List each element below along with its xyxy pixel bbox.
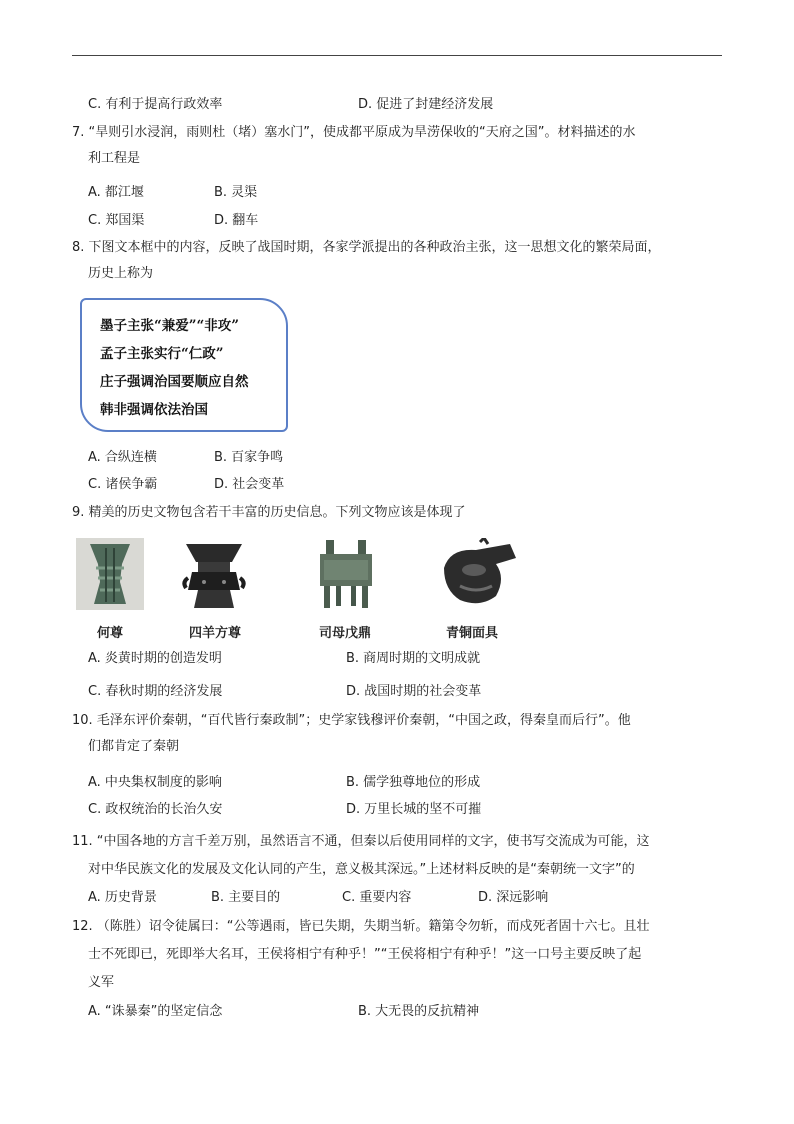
q7-option-d[interactable]: D. 翻车 bbox=[214, 213, 259, 228]
q10-option-b[interactable]: B. 儒学独尊地位的形成 bbox=[346, 775, 481, 790]
q11-stem-line2: 对中华民族文化的发展及文化认同的产生，意义极其深远。”上述材料反映的是“秦朝统一文字”的 bbox=[88, 862, 635, 877]
q10-stem-line2: 们都肯定了秦朝 bbox=[88, 739, 180, 754]
q11-option-d[interactable]: D. 深远影响 bbox=[478, 890, 549, 905]
bronze-mask-image bbox=[440, 538, 518, 610]
artifact-caption: 青铜面具 bbox=[446, 626, 499, 641]
q12-stem-line2: 士不死即已，死即举大名耳，王侯将相宁有种乎！”“王侯将相宁有种乎！”这一口号主要反映了起 bbox=[88, 947, 642, 962]
header-rule bbox=[72, 55, 722, 56]
q10-option-a[interactable]: A. 中央集权制度的影响 bbox=[88, 775, 222, 790]
q8-option-c[interactable]: C. 诸侯争霸 bbox=[88, 477, 158, 492]
four-ram-square-zun-image bbox=[180, 538, 248, 610]
q9-stem-line1: 9. 精美的历史文物包含若干丰富的历史信息。下列文物应该是体现了 bbox=[72, 505, 466, 520]
q8-box-line: 韩非强调依法治国 bbox=[100, 402, 208, 418]
q8-box-line: 庄子强调治国要顺应自然 bbox=[100, 374, 249, 390]
q7-stem-line1: 7. “旱则引水浸润，雨则杜（堵）塞水门”，使成都平原成为旱涝保收的“天府之国”。材料描述的水 bbox=[72, 125, 636, 140]
q8-stem-line1: 8. 下图文本框中的内容，反映了战国时期，各家学派提出的各种政治主张，这一思想文化的繁荣局面， bbox=[72, 240, 661, 255]
artifact-caption: 何尊 bbox=[97, 626, 124, 641]
q8-option-d[interactable]: D. 社会变革 bbox=[214, 477, 285, 492]
q8-stem-line2: 历史上称为 bbox=[88, 266, 154, 281]
q11-option-a[interactable]: A. 历史背景 bbox=[88, 890, 157, 905]
q8-box-line: 孟子主张实行“仁政” bbox=[100, 346, 224, 362]
q12-option-a[interactable]: A. “诛暴秦”的坚定信念 bbox=[88, 1004, 223, 1019]
q9-option-c[interactable]: C. 春秋时期的经济发展 bbox=[88, 684, 223, 699]
q9-option-b[interactable]: B. 商周时期的文明成就 bbox=[346, 651, 481, 666]
q8-text-box bbox=[80, 298, 288, 432]
simuwu-ding-image bbox=[312, 538, 380, 610]
artifact-caption: 司母戊鼎 bbox=[319, 626, 372, 641]
artifact-caption: 四羊方尊 bbox=[189, 626, 242, 641]
q12-option-b[interactable]: B. 大无畏的反抗精神 bbox=[358, 1004, 480, 1019]
q6-option-d[interactable]: D. 促进了封建经济发展 bbox=[358, 97, 494, 112]
he-zun-image bbox=[76, 538, 144, 610]
q9-option-d[interactable]: D. 战国时期的社会变革 bbox=[346, 684, 482, 699]
q12-stem-line1: 12. （陈胜）诏令徒属曰：“公等遇雨，皆已失期，失期当斩。籍第令勿斩，而戍死者固十六七。且壮 bbox=[72, 919, 650, 934]
q6-option-c[interactable]: C. 有利于提高行政效率 bbox=[88, 97, 223, 112]
q7-stem-line2: 利工程是 bbox=[88, 151, 141, 166]
q7-option-b[interactable]: B. 灵渠 bbox=[214, 185, 258, 200]
q9-option-a[interactable]: A. 炎黄时期的创造发明 bbox=[88, 651, 222, 666]
q8-option-b[interactable]: B. 百家争鸣 bbox=[214, 450, 284, 465]
q10-option-c[interactable]: C. 政权统治的长治久安 bbox=[88, 802, 223, 817]
q7-option-a[interactable]: A. 都江堰 bbox=[88, 185, 144, 200]
q8-box-line: 墨子主张“兼爱”“非攻” bbox=[100, 318, 240, 334]
q11-option-b[interactable]: B. 主要目的 bbox=[211, 890, 281, 905]
q10-stem-line1: 10. 毛泽东评价秦朝，“百代皆行秦政制”；史学家钱穆评价秦朝，“中国之政，得秦皇而后行”。他 bbox=[72, 713, 631, 728]
q12-stem-line3: 义军 bbox=[88, 975, 115, 990]
q11-option-c[interactable]: C. 重要内容 bbox=[342, 890, 412, 905]
q7-option-c[interactable]: C. 郑国渠 bbox=[88, 213, 145, 228]
q11-stem-line1: 11. “中国各地的方言千差万别，虽然语言不通，但秦以后使用同样的文字，使书写交流成为可能，这 bbox=[72, 834, 650, 849]
q10-option-d[interactable]: D. 万里长城的坚不可摧 bbox=[346, 802, 482, 817]
q8-option-a[interactable]: A. 合纵连横 bbox=[88, 450, 157, 465]
